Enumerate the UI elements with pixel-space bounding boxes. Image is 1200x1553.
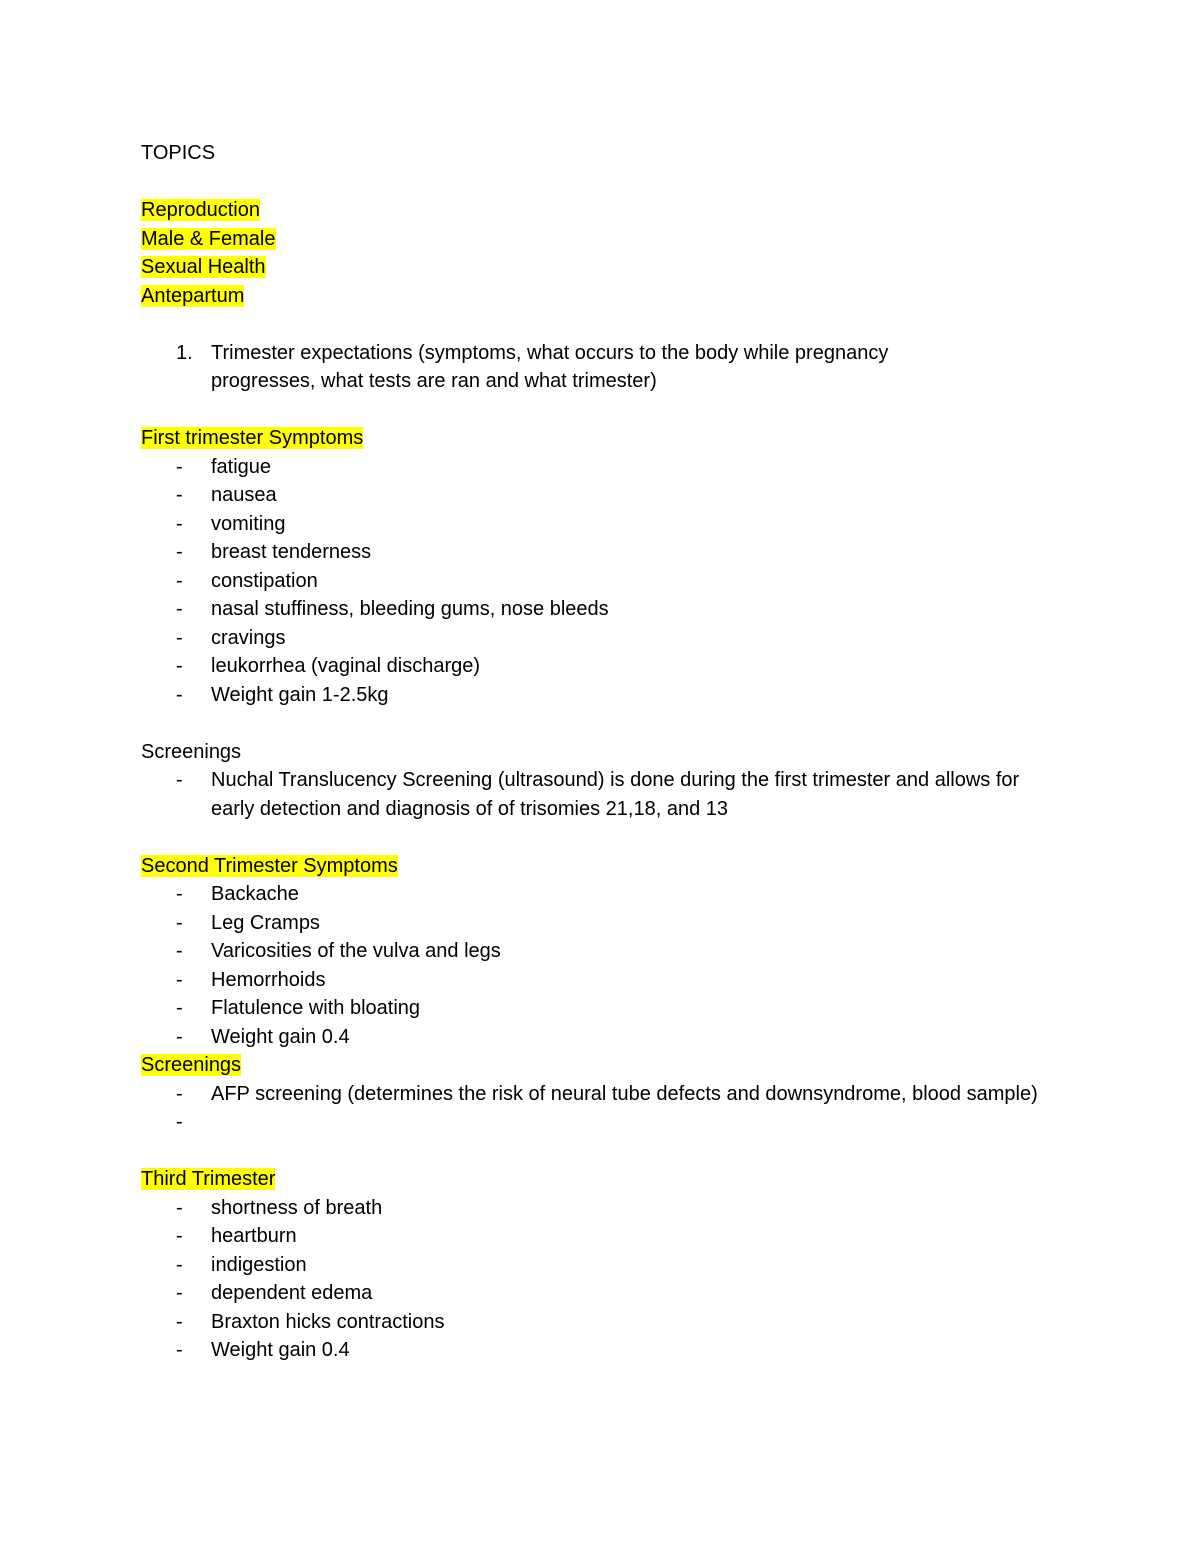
section-title-third-trimester: Third Trimester bbox=[141, 1168, 276, 1190]
list-item bbox=[141, 937, 1071, 966]
topic-item bbox=[141, 253, 1071, 282]
list-item-text: shortness of breath bbox=[211, 1196, 383, 1219]
document-page bbox=[141, 139, 1071, 1365]
bullet-dash: - bbox=[176, 455, 183, 478]
list-item-text: Weight gain 1-2.5kg bbox=[211, 683, 389, 706]
list-item-text: leukorrhea (vaginal discharge) bbox=[211, 655, 481, 677]
list-item-text: dependent edema bbox=[211, 1282, 373, 1304]
list-item bbox=[141, 1308, 1071, 1337]
first-trimester-list bbox=[141, 453, 1071, 710]
numbered-list-item bbox=[141, 339, 1071, 396]
list-item bbox=[141, 994, 1071, 1023]
numbered-list-text: Trimester expectations (symptoms, what occurs to the body while pregnancy progresses, what tests are ran and what trimester) bbox=[211, 341, 889, 392]
bullet-dash: - bbox=[176, 1225, 183, 1247]
list-item-text: constipation bbox=[211, 569, 318, 592]
bullet-dash: - bbox=[176, 911, 183, 934]
section-title-first-screenings: Screenings bbox=[141, 740, 242, 763]
list-item-text: nausea bbox=[211, 484, 277, 506]
bullet-dash: - bbox=[176, 1253, 183, 1276]
list-item bbox=[141, 510, 1071, 539]
list-item bbox=[141, 1279, 1071, 1308]
second-trimester-list bbox=[141, 880, 1071, 1051]
bullet-dash: - bbox=[176, 940, 183, 962]
list-item bbox=[141, 595, 1071, 624]
list-item-text: Hemorrhoids bbox=[211, 968, 326, 991]
bullet-dash: - bbox=[176, 997, 183, 1019]
topic-item bbox=[141, 282, 1071, 311]
list-item bbox=[141, 966, 1071, 995]
document-heading: TOPICS bbox=[141, 142, 216, 164]
list-item bbox=[141, 624, 1071, 653]
topic-item bbox=[141, 225, 1071, 254]
list-item bbox=[141, 880, 1071, 909]
list-item-text: vomiting bbox=[211, 512, 286, 535]
bullet-dash: - bbox=[176, 1082, 183, 1105]
list-item-text: Weight gain 0.4 bbox=[211, 1339, 350, 1361]
section-title-second-trimester: Second Trimester Symptoms bbox=[141, 854, 398, 877]
list-item bbox=[141, 909, 1071, 938]
list-item bbox=[141, 567, 1071, 596]
bullet-dash: - bbox=[176, 769, 183, 791]
first-screenings-list bbox=[141, 766, 1071, 823]
bullet-dash: - bbox=[176, 655, 183, 677]
bullet-dash: - bbox=[176, 1310, 183, 1333]
bullet-dash: - bbox=[176, 512, 183, 535]
list-item bbox=[141, 1251, 1071, 1280]
bullet-dash: - bbox=[176, 1339, 183, 1361]
bullet-dash: - bbox=[176, 1111, 183, 1133]
bullet-dash: - bbox=[176, 683, 183, 706]
bullet-dash: - bbox=[176, 569, 183, 592]
list-item bbox=[141, 652, 1071, 681]
list-item bbox=[141, 1023, 1071, 1052]
list-item bbox=[141, 681, 1071, 710]
list-item-text: Flatulence with bloating bbox=[211, 997, 421, 1019]
bullet-dash: - bbox=[176, 484, 183, 506]
bullet-dash: - bbox=[176, 883, 183, 905]
list-item-text: breast tenderness bbox=[211, 541, 372, 563]
list-item bbox=[141, 1222, 1071, 1251]
list-item-text: Varicosities of the vulva and legs bbox=[211, 940, 501, 962]
topic-label: Sexual Health bbox=[141, 256, 266, 278]
list-item-text: cravings bbox=[211, 626, 286, 649]
list-item-text: Leg Cramps bbox=[211, 911, 320, 934]
topic-item bbox=[141, 196, 1071, 225]
bullet-dash: - bbox=[176, 1196, 183, 1219]
list-item bbox=[141, 1080, 1071, 1109]
bullet-dash: - bbox=[176, 968, 183, 991]
bullet-dash: - bbox=[176, 598, 183, 620]
list-item-text: AFP screening (determines the risk of neural tube defects and downsyndrome, blood sample) bbox=[211, 1082, 1038, 1105]
list-item bbox=[141, 538, 1071, 567]
list-item bbox=[141, 1336, 1071, 1365]
list-item bbox=[141, 453, 1071, 482]
list-item-text: Braxton hicks contractions bbox=[211, 1310, 445, 1333]
list-item-text: Backache bbox=[211, 883, 299, 905]
list-item-text: Weight gain 0.4 bbox=[211, 1025, 350, 1048]
bullet-dash: - bbox=[176, 626, 183, 649]
list-item-text: Nuchal Translucency Screening (ultrasound) is done during the first trimester and allows for early detection and diagnosis of of trisomies 21,18, and 13 bbox=[211, 769, 1020, 820]
topic-label: Male & Female bbox=[141, 227, 276, 250]
list-item-text: fatigue bbox=[211, 455, 272, 478]
list-item-text: indigestion bbox=[211, 1253, 307, 1276]
third-trimester-list bbox=[141, 1194, 1071, 1365]
bullet-dash: - bbox=[176, 1025, 183, 1048]
topic-label: Antepartum bbox=[141, 284, 245, 307]
topic-label: Reproduction bbox=[141, 199, 260, 221]
section-title-second-screenings: Screenings bbox=[141, 1054, 242, 1076]
list-item-text: heartburn bbox=[211, 1225, 297, 1247]
list-number: 1. bbox=[176, 341, 193, 364]
section-title-first-trimester: First trimester Symptoms bbox=[141, 427, 364, 449]
list-item-text: nasal stuffiness, bleeding gums, nose bleeds bbox=[211, 598, 609, 620]
list-item bbox=[141, 1194, 1071, 1223]
list-item bbox=[141, 766, 1071, 823]
list-item-text bbox=[211, 1108, 1061, 1137]
bullet-dash: - bbox=[176, 541, 183, 563]
second-screenings-list bbox=[141, 1080, 1071, 1137]
list-item bbox=[141, 481, 1071, 510]
bullet-dash: - bbox=[176, 1282, 183, 1304]
list-item bbox=[141, 1108, 1071, 1137]
